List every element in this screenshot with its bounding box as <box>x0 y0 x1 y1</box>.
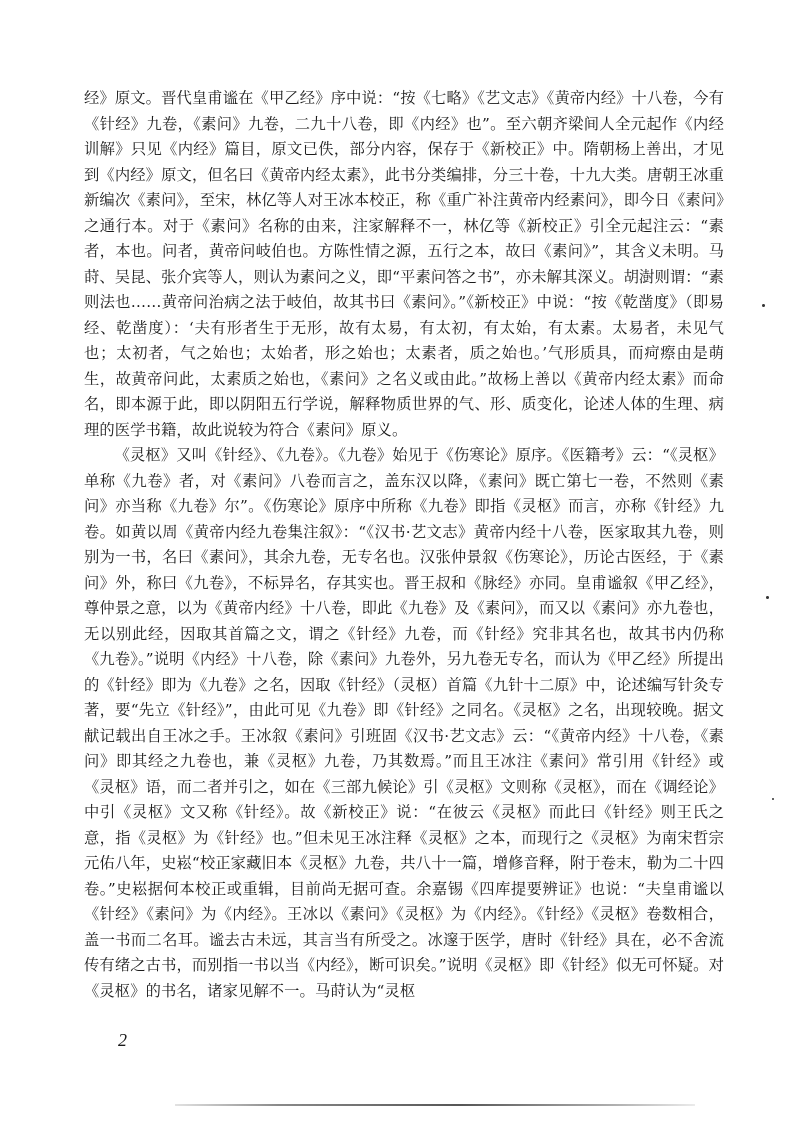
paragraph-suwen-origin: 经》原文。晋代皇甫谧在《甲乙经》序中说：“按《七略》《艺文志》《黄帝内经》十八卷，今有《针经》九卷，《素问》九卷，二九十八卷，即《内经》也”。至六朝齐梁间人全元起作《内经训解》只见《内经》篇目，原文已佚，部分内容，保存于《新校正》中。隋朝杨上善出，才见到《内经》原文，但名曰《黄帝内经太素》，此书分类编排，分三十卷，十九大类。唐朝王冰重新编次《素问》，至宋，林亿等人对王冰本校正，称《重广补注黄帝内经素问》，即今日《素问》之通行本。对于《素问》名称的由来，注家解释不一，林亿等《新校正》引全元起注云：“素者，本也。问者，黄帝问岐伯也。方陈性情之源，五行之本，故曰《素问》”，其含义未明。马莳、吴昆、张介宾等人，则认为素问之义，即“平素问答之书”，亦未解其深义。胡澍则谓：“素则法也……黄帝问治病之法于岐伯，故其书曰《素问》。”《新校正》中说：“按《乾凿度》（即易经、乾凿度）：‘夫有形者生于无形，故有太易，有太初，有太始，有太素。太易者，未见气也；太初者，气之始也；太始者，形之始也；太素者，质之始也。’气形质具，而疴瘵由是萌生，故黄帝问此，太素质之始也，《素问》之名义或由此。”故杨上善以《黄帝内经太素》而命名，即本源于此，即以阴阳五行学说，解释物质世界的气、形、质变化，论述人体的生理、病理的医学书籍，故此说较为符合《素问》原义。 <box>84 89 724 439</box>
page-body <box>84 86 724 1004</box>
scan-speck <box>766 596 769 599</box>
scan-speck <box>772 798 774 800</box>
scan-speck <box>762 304 765 307</box>
page-number: 2 <box>118 1030 127 1050</box>
scan-bottom-edge-line <box>175 1104 695 1106</box>
paragraph-lingshu-names: 《灵枢》又叫《针经》、《九卷》。《九卷》始见于《伤寒论》原序。《医籍考》云：“《灵枢》单称《九卷》者，对《素问》八卷而言之，盖东汉以降，《素问》既亡第七一卷，不然则《素问》亦当称《九卷》尔”。《伤寒论》原序中所称《九卷》即指《灵枢》而言，亦称《针经》九卷。如黄以周《黄帝内经九卷集注叙》：“《汉书·艺文志》黄帝内经十八卷，医家取其九卷，则别为一书，名曰《素问》，其余九卷，无专名也。汉张仲景叙《伤寒论》，历论古医经，于《素问》外，称曰《九卷》，不标异名，存其实也。晋王叔和《脉经》亦同。皇甫谧叙《甲乙经》，尊仲景之意，以为《黄帝内经》十八卷，即此《九卷》及《素问》，而又以《素问》亦九卷也，无以别此经，因取其首篇之文，谓之《针经》九卷，而《针经》究非其名也，故其书内仍称《九卷》。”说明《内经》十八卷，除《素问》九卷外，另九卷无专名，而认为《甲乙经》所提出的《针经》即为《九卷》之名，因取《针经》（灵枢）首篇《九针十二原》中，论述编写针灸专著，要“先立《针经》”，由此可见《九卷》即《针经》之同名。《灵枢》之名，出现较晚。据文献记载出自王冰之手。王冰叙《素问》引班固《汉书·艺文志》云：“《黄帝内经》十八卷，《素问》即其经之九卷也，兼《灵枢》九卷，乃其数焉。”而且王冰注《素问》常引用《针经》或《灵枢》语，而二者并引之，如在《三部九候论》引《灵枢》文则称《灵枢》，而在《调经论》中引《灵枢》文又称《针经》。故《新校正》说：“在彼云《灵枢》而此曰《针经》则王氏之意，指《灵枢》为《针经》也。”但未见王冰注释《灵枢》之本，而现行之《灵枢》为南宋哲宗元佑八年，史崧“校正家藏旧本《灵枢》九卷，共八十一篇，增修音释，附于卷末，勒为二十四卷。”史崧据何本校正或重辑，目前尚无据可查。余嘉锡《四库提要辨证》也说：“夫皇甫谧以《针经》《素问》为《内经》。王冰以《素问》《灵枢》为《内经》。《针经》《灵枢》卷数相合，盖一书而二名耳。谧去古未远，其言当有所受之。冰邃于医学，唐时《针经》具在，必不舍流传有绪之古书，而别指一书以当《内经》，断可识矣。”说明《灵枢》即《针经》似无可怀疑。对《灵枢》的书名，诸家见解不一。马莳认为“灵枢 <box>84 446 724 1000</box>
